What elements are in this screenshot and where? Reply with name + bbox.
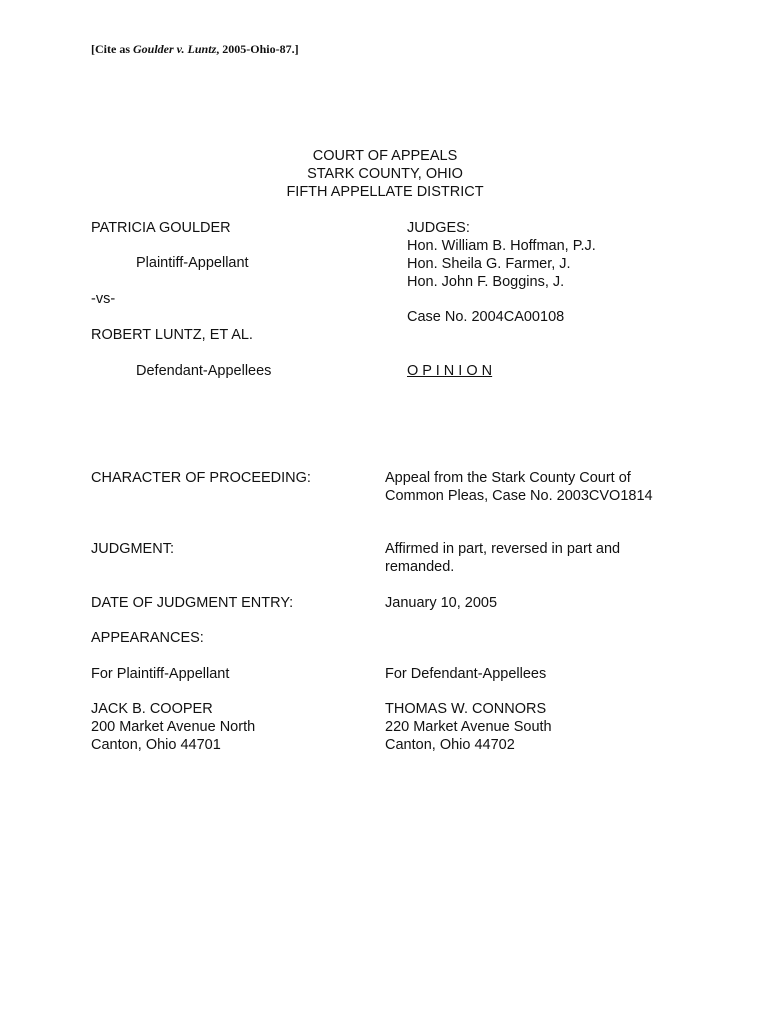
defendant-counsel-label: For Defendant-Appellees [385,666,547,682]
defendant-role: Defendant-Appellees [136,363,272,379]
court-county: STARK COUNTY, OHIO [307,166,463,182]
citation-prefix: [Cite as [91,42,133,56]
judge-2: Hon. Sheila G. Farmer, J. [407,256,571,272]
appearances-heading: APPEARANCES: [91,630,204,646]
defendant-counsel-name: THOMAS W. CONNORS [385,701,547,717]
proceeding-line-2: Common Pleas, Case No. 2003CVO1814 [385,488,653,504]
case-number: Case No. 2004CA00108 [407,309,565,325]
versus: -vs- [91,291,116,307]
judgment-line-2: remanded. [385,559,455,575]
citation-case-name: Goulder v. Luntz [133,42,217,56]
proceeding-line-1: Appeal from the Stark County Court of [385,470,631,486]
judgment-line-1: Affirmed in part, reversed in part and [385,541,621,557]
judgment-label: JUDGMENT: [91,541,174,557]
plaintiff-counsel-address-1: 200 Market Avenue North [91,719,256,735]
court-name: COURT OF APPEALS [312,148,458,164]
entry-date: January 10, 2005 [385,595,498,611]
opinion-title: O P I N I O N [407,363,493,379]
defendant-name: ROBERT LUNTZ, ET AL. [91,327,253,343]
defendant-counsel-address-1: 220 Market Avenue South [385,719,552,735]
plaintiff-counsel-address-2: Canton, Ohio 44701 [91,737,221,753]
plaintiff-counsel-name: JACK B. COOPER [91,701,213,717]
judge-1: Hon. William B. Hoffman, P.J. [407,238,596,254]
plaintiff-name: PATRICIA GOULDER [91,220,231,236]
defendant-counsel-address-2: Canton, Ohio 44702 [385,737,515,753]
plaintiff-role: Plaintiff-Appellant [136,255,249,271]
court-district: FIFTH APPELLATE DISTRICT [286,184,484,200]
citation-line [91,42,299,57]
proceeding-label: CHARACTER OF PROCEEDING: [91,470,311,486]
judge-3: Hon. John F. Boggins, J. [407,274,565,290]
judges-heading: JUDGES: [407,220,470,236]
entry-date-label: DATE OF JUDGMENT ENTRY: [91,595,294,611]
plaintiff-counsel-label: For Plaintiff-Appellant [91,666,230,682]
citation-suffix: , 2005-Ohio-87.] [216,42,299,56]
